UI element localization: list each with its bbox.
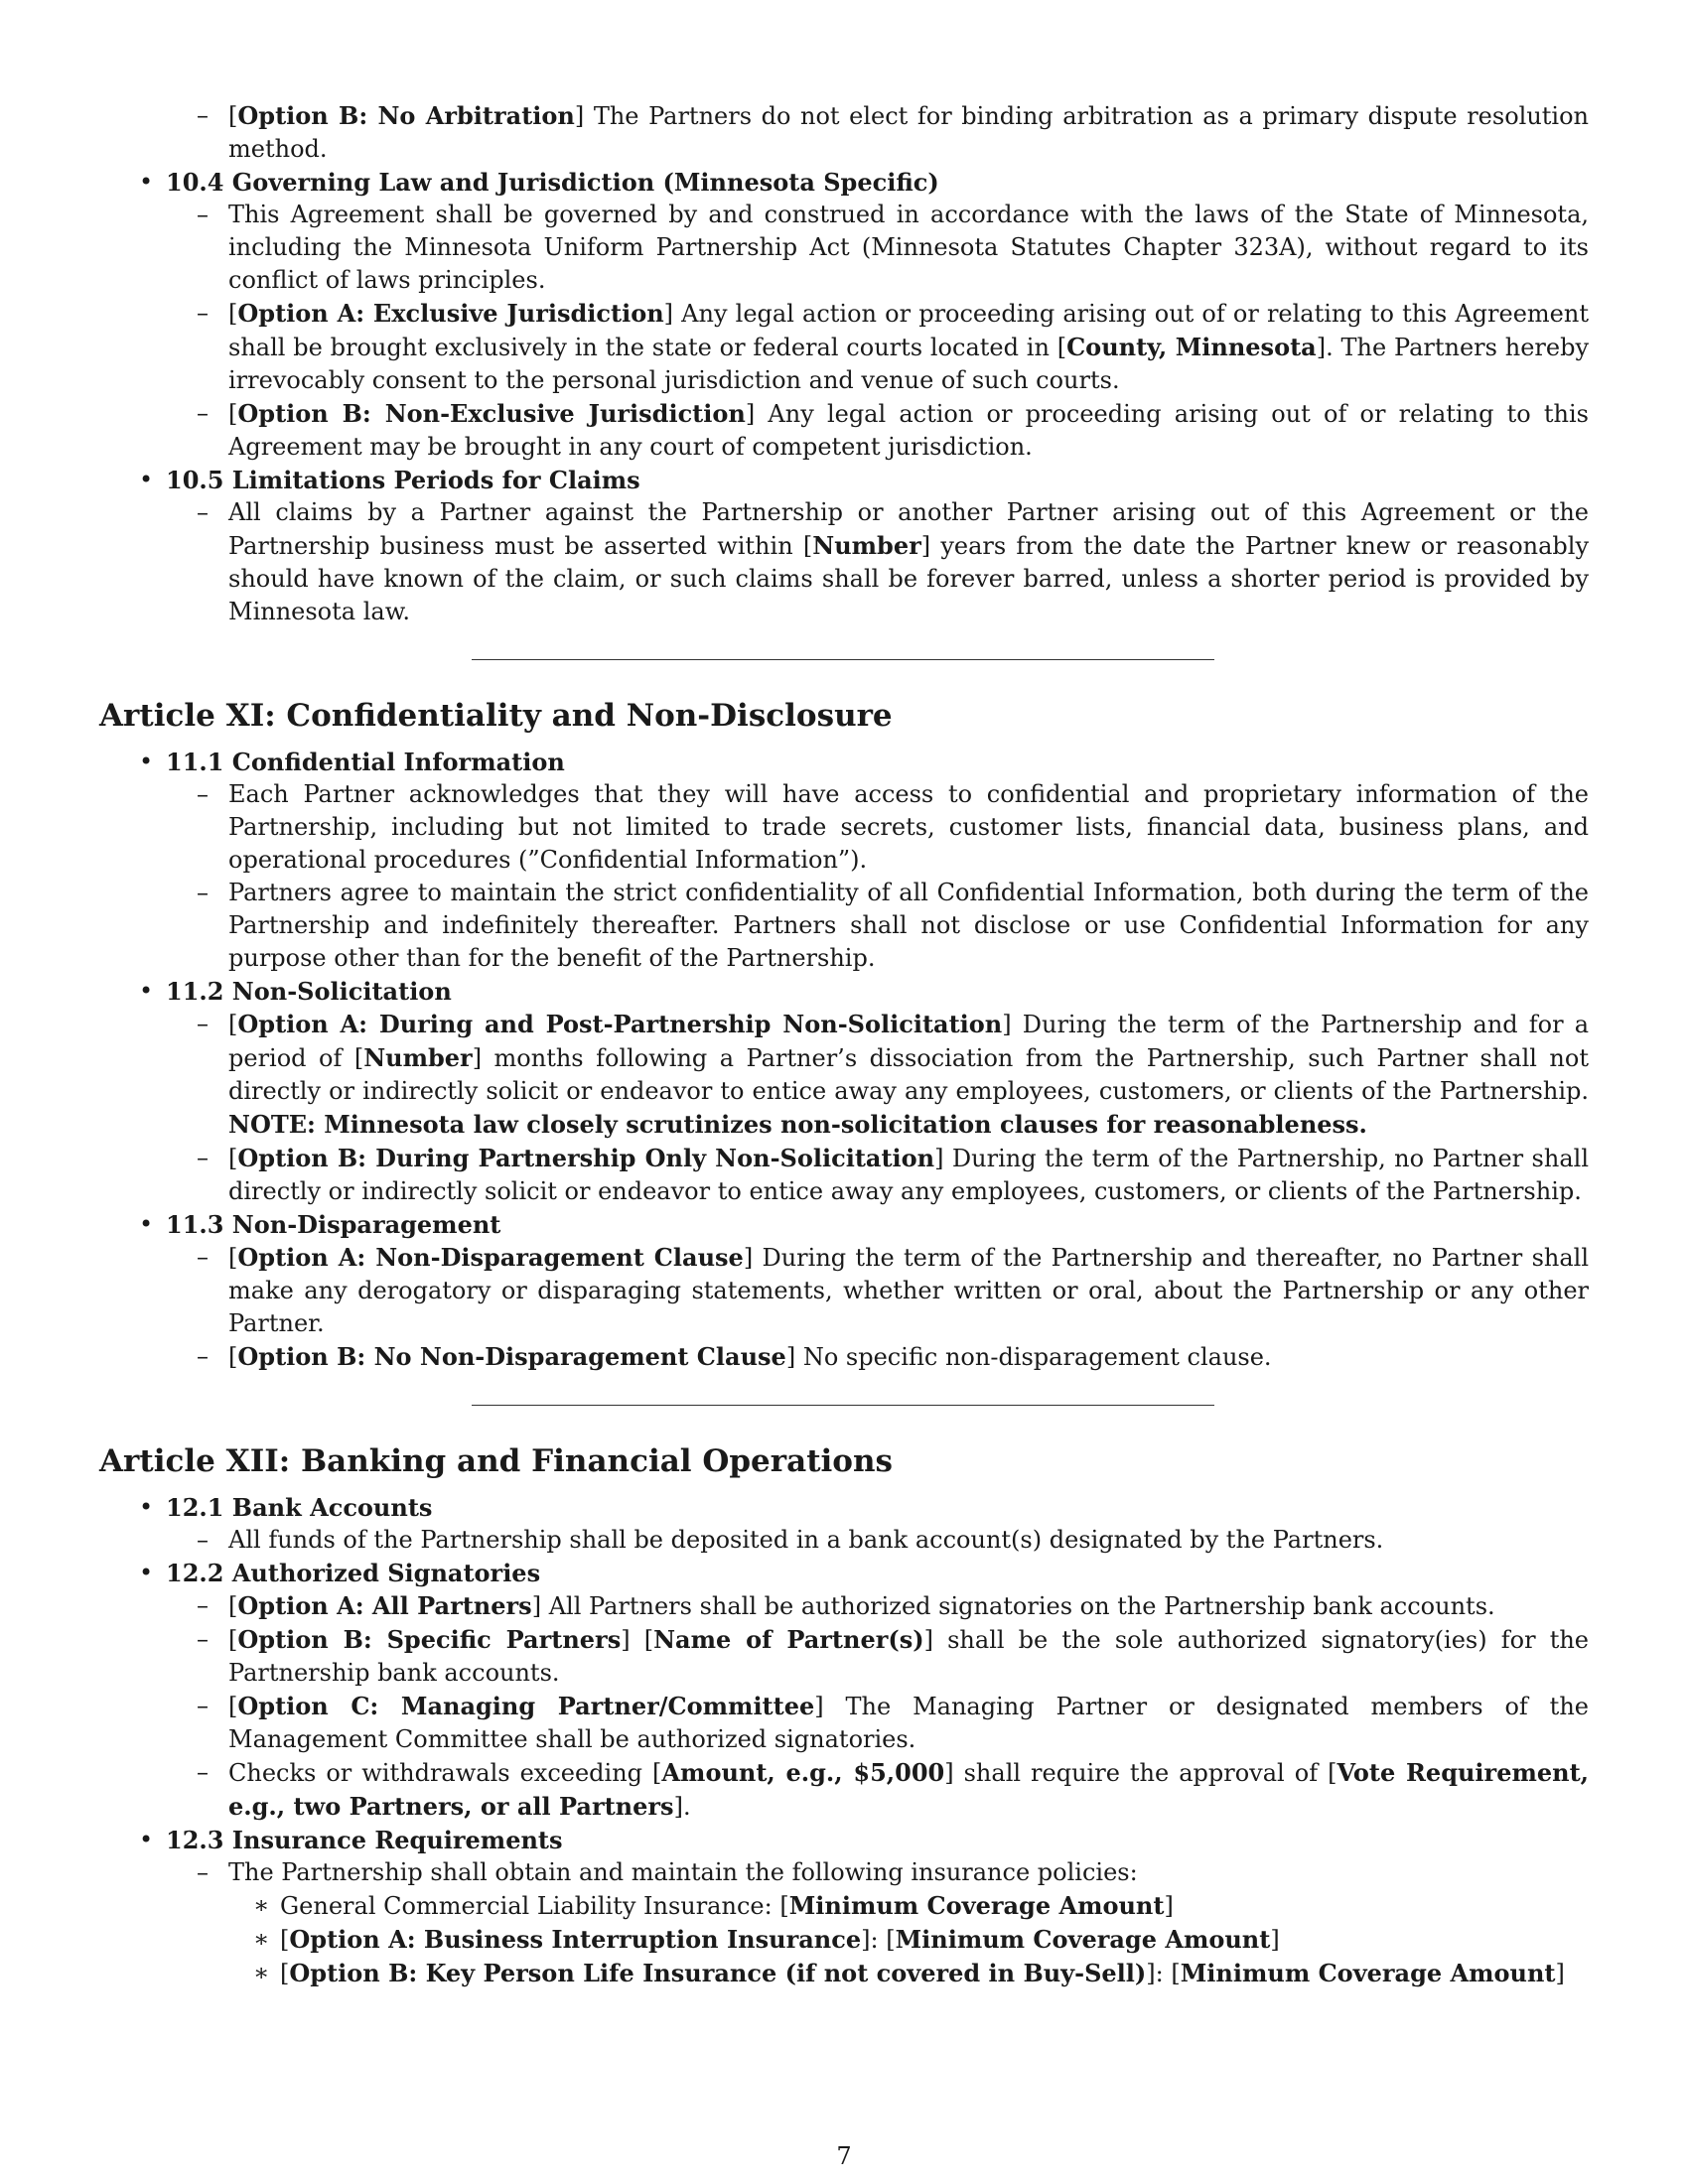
checks-withdrawals-text: – Checks or withdrawals exceeding [Amount, e.g., $5,000] shall require the approval of [Vote Requirement, e.g., two Partners, or all Partners]. xyxy=(197,1758,1590,1821)
option-specific-partners: – [Option B: Specific Partners] [Name of Partner(s)] shall be the sole authorized signatory(ies) for the Partnership bank accounts. xyxy=(197,1625,1590,1687)
option-post-partnership-non-solicitation: – [Option A: During and Post-Partnership Non-Solicitation] During the term of the Partnership and for a period of [Number] months following a Partner’s dissociation from the Partnership, such Partner shall not directly or indirectly solicit or endeavor to entice away any employees, customers, or clients of the Partnership. NOTE: Minnesota law closely scrutinizes non-solicitation clauses for reasonableness. xyxy=(197,1010,1590,1139)
option-no-arbitration: – [Option B: No Arbitration] The Partners do not elect for binding arbitration as a primary dispute resolution method. xyxy=(197,101,1589,163)
horizontal-divider xyxy=(472,1405,1214,1406)
insurance-item: ∗ General Commercial Liability Insurance: [Minimum Coverage Amount] xyxy=(253,1891,1174,1920)
insurance-intro: – The Partnership shall obtain and maintain the following insurance policies: xyxy=(197,1858,1138,1886)
article-12-title: Article XII: Banking and Financial Operations xyxy=(99,1443,893,1479)
page-number: 7 xyxy=(836,2142,852,2170)
section-12-2-heading: • 12.2 Authorized Signatories xyxy=(139,1559,541,1587)
option-non-exclusive-jurisdiction: – [Option B: Non-Exclusive Jurisdiction] Any legal action or proceeding arising out of or relating to this Agreement may be brought in any court of competent jurisdiction. xyxy=(197,399,1589,461)
insurance-item: ∗ [Option A: Business Interruption Insurance]: [Minimum Coverage Amount] xyxy=(253,1925,1280,1954)
section-10-4-heading: • 10.4 Governing Law and Jurisdiction (Minnesota Specific) xyxy=(139,168,939,197)
section-11-1-heading: • 11.1 Confidential Information xyxy=(139,748,565,776)
confidential-info-text-1: – Each Partner acknowledges that they will have access to confidential and proprietary information of the Partnership, including but not limited to trade secrets, customer lists, financial data, business plans, and operational procedures (”Confidential Information”). xyxy=(197,780,1589,874)
option-managing-partner: – [Option C: Managing Partner/Committee] The Managing Partner or designated members of the Management Committee shall be authorized signatories. xyxy=(197,1692,1589,1753)
option-exclusive-jurisdiction: – [Option A: Exclusive Jurisdiction] Any legal action or proceeding arising out of or relating to this Agreement shall be brought exclusively in the state or federal courts located in [County, Minnesota]. The Partners hereby irrevocably consent to the personal jurisdiction and venue of such courts. xyxy=(197,299,1589,394)
option-non-disparagement: – [Option A: Non-Disparagement Clause] During the term of the Partnership and thereafter, no Partner shall make any derogatory or disparaging statements, whether written or oral, about the Partnership or any other Partner. xyxy=(197,1243,1589,1337)
horizontal-divider xyxy=(472,659,1214,660)
section-11-3-heading: • 11.3 Non-Disparagement xyxy=(139,1210,501,1239)
option-all-partners: – [Option A: All Partners] All Partners shall be authorized signatories on the Partnership bank accounts. xyxy=(197,1591,1495,1620)
limitations-text: – All claims by a Partner against the Partnership or another Partner arising out of this Agreement or the Partnership business must be asserted within [Number] years from the date the Partner knew or reasonably should have known of the claim, or such claims shall be forever barred, unless a shorter period is provided by Minnesota law. xyxy=(197,498,1590,625)
section-12-3-heading: • 12.3 Insurance Requirements xyxy=(139,1826,563,1854)
insurance-item: ∗ [Option B: Key Person Life Insurance (if not covered in Buy-Sell)]: [Minimum Coverage Amount] xyxy=(253,1959,1565,1987)
governing-law-text: – This Agreement shall be governed by and construed in accordance with the laws of the State of Minnesota, including the Minnesota Uniform Partnership Act (Minnesota Statutes Chapter 323A), without regard to its conflict of laws principles. xyxy=(197,201,1589,294)
section-12-1-heading: • 12.1 Bank Accounts xyxy=(139,1493,433,1522)
section-10-5-heading: • 10.5 Limitations Periods for Claims xyxy=(139,466,640,494)
bank-accounts-text: – All funds of the Partnership shall be deposited in a bank account(s) designated by the Partners. xyxy=(197,1526,1384,1554)
option-partnership-only-non-solicitation: – [Option B: During Partnership Only Non-Solicitation] During the term of the Partnership, no Partner shall directly or indirectly solicit or endeavor to entice away any employees, customers, or clients of the Partnership. xyxy=(197,1144,1589,1205)
document-page xyxy=(99,99,1589,1990)
confidential-info-text-2: – Partners agree to maintain the strict confidentiality of all Confidential Information, both during the term of the Partnership and indefinitely thereafter. Partners shall not disclose or use Confidential Information for any purpose other than for the benefit of the Partnership. xyxy=(197,879,1589,972)
option-no-non-disparagement: – [Option B: No Non-Disparagement Clause] No specific non-disparagement clause. xyxy=(197,1342,1272,1371)
article-11-title: Article XI: Confidentiality and Non-Disclosure xyxy=(99,698,893,734)
section-11-2-heading: • 11.2 Non-Solicitation xyxy=(139,977,452,1006)
